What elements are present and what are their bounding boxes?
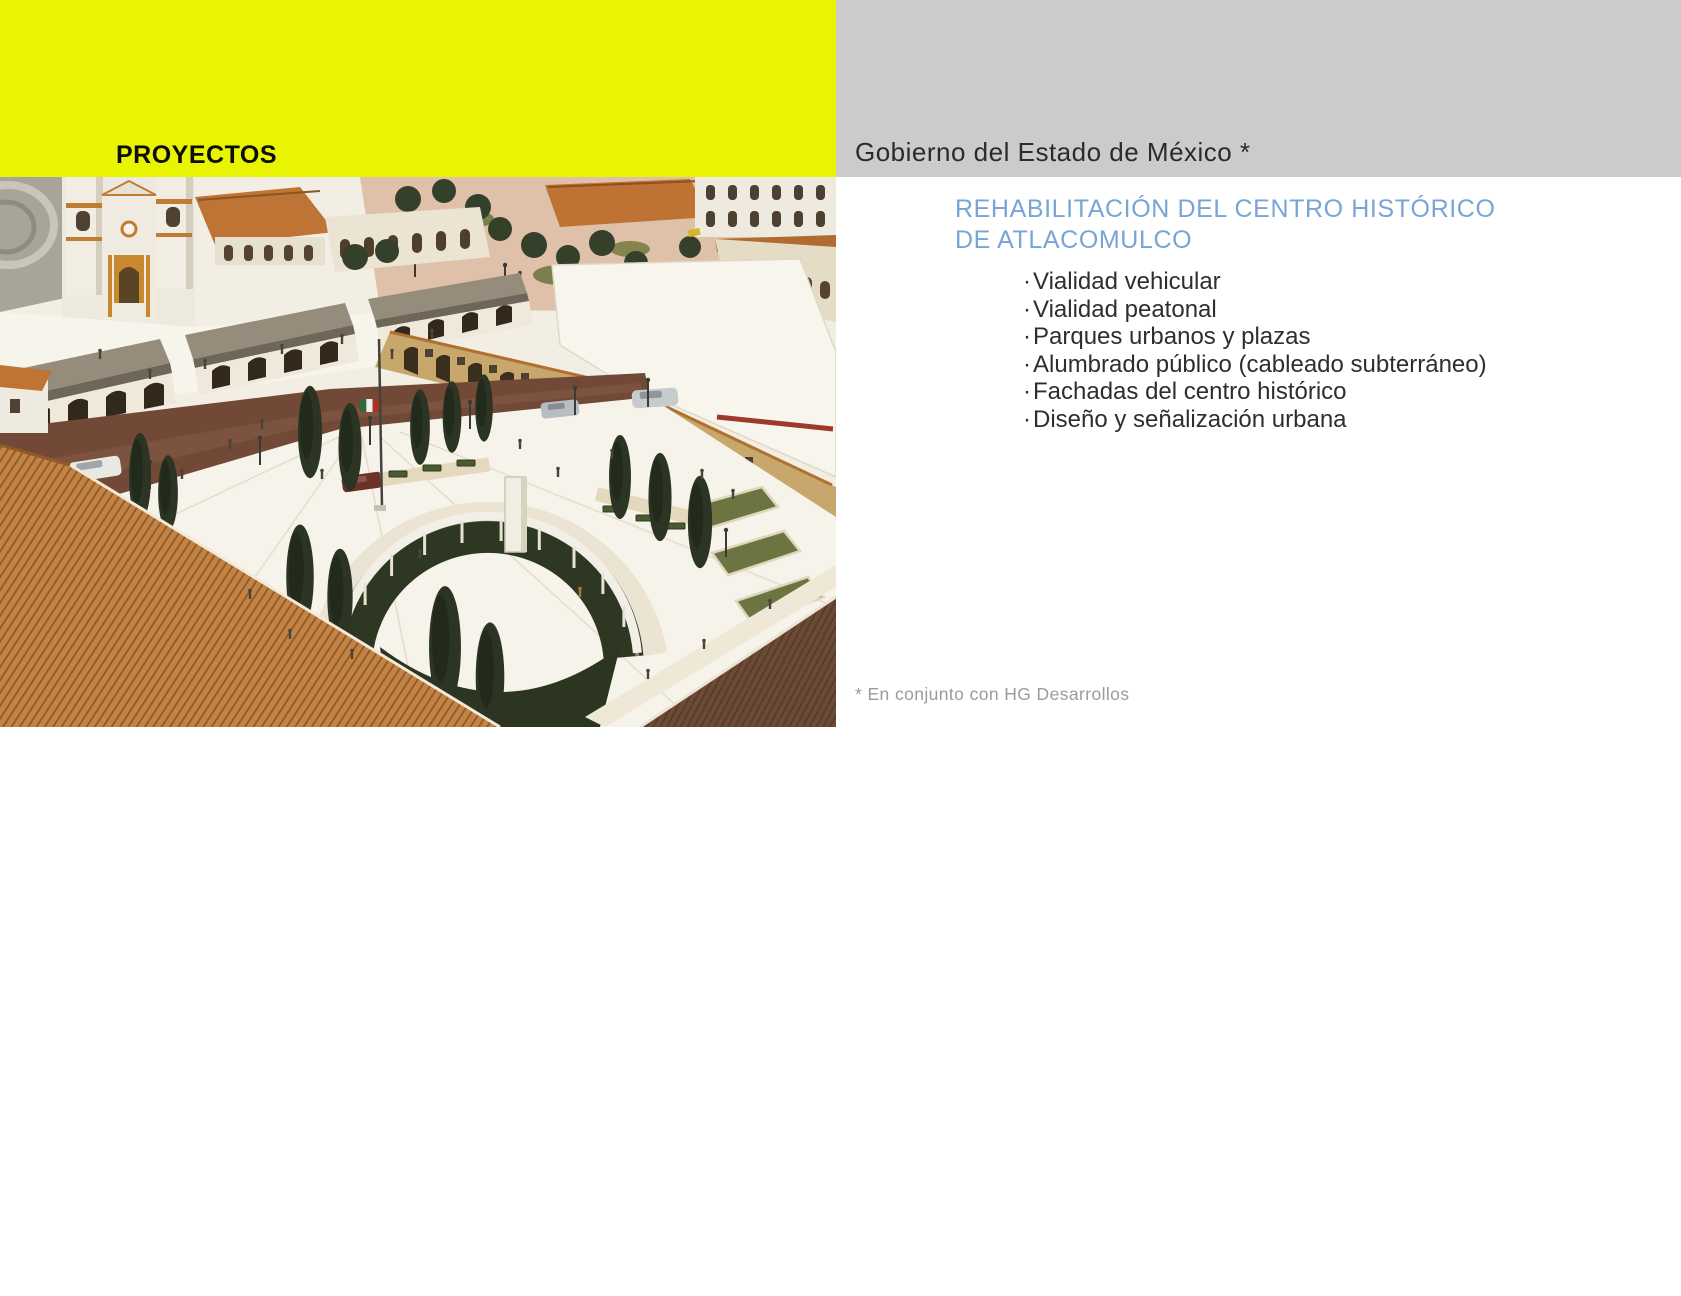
project-title	[955, 194, 1496, 256]
list-item	[1023, 268, 1487, 296]
list-item-text: Vialidad vehicular	[1033, 268, 1221, 295]
list-item-text: Vialidad peatonal	[1033, 295, 1217, 323]
list-item	[1023, 406, 1487, 434]
list-item	[1023, 296, 1487, 324]
bullet-glyph: ·	[1023, 268, 1031, 295]
bullet-glyph: ·	[1023, 405, 1031, 433]
bullet-glyph: ·	[1023, 323, 1031, 350]
list-item-text: Fachadas del centro histórico	[1033, 378, 1347, 405]
list-item-text: Parques urbanos y plazas	[1033, 323, 1311, 350]
church	[62, 177, 195, 327]
project-scope-list	[1023, 268, 1487, 433]
project-render-image	[0, 177, 836, 727]
list-item	[1023, 378, 1487, 406]
rotunda-building	[0, 177, 70, 312]
bullet-glyph: ·	[1023, 378, 1031, 405]
list-item-text: Diseño y señalización urbana	[1033, 405, 1347, 433]
project-title-line2: DE ATLACOMULCO	[955, 226, 1193, 254]
client-bar	[836, 0, 1681, 177]
bullet-glyph: ·	[1023, 350, 1031, 378]
bullet-glyph: ·	[1023, 295, 1031, 323]
list-item-text: Alumbrado público (cableado subterráneo)	[1033, 350, 1487, 378]
list-item	[1023, 323, 1487, 351]
projects-header-block	[0, 0, 836, 177]
collaboration-footnote: * En conjunto con HG Desarrollos	[855, 684, 1130, 704]
client-name: Gobierno del Estado de México *	[855, 137, 1251, 167]
list-item	[1023, 351, 1487, 379]
render-illustration	[0, 177, 836, 727]
car	[631, 387, 678, 408]
project-title-line1: REHABILITACIÓN DEL CENTRO HISTÓRICO	[955, 195, 1496, 223]
section-title: PROYECTOS	[116, 141, 278, 169]
